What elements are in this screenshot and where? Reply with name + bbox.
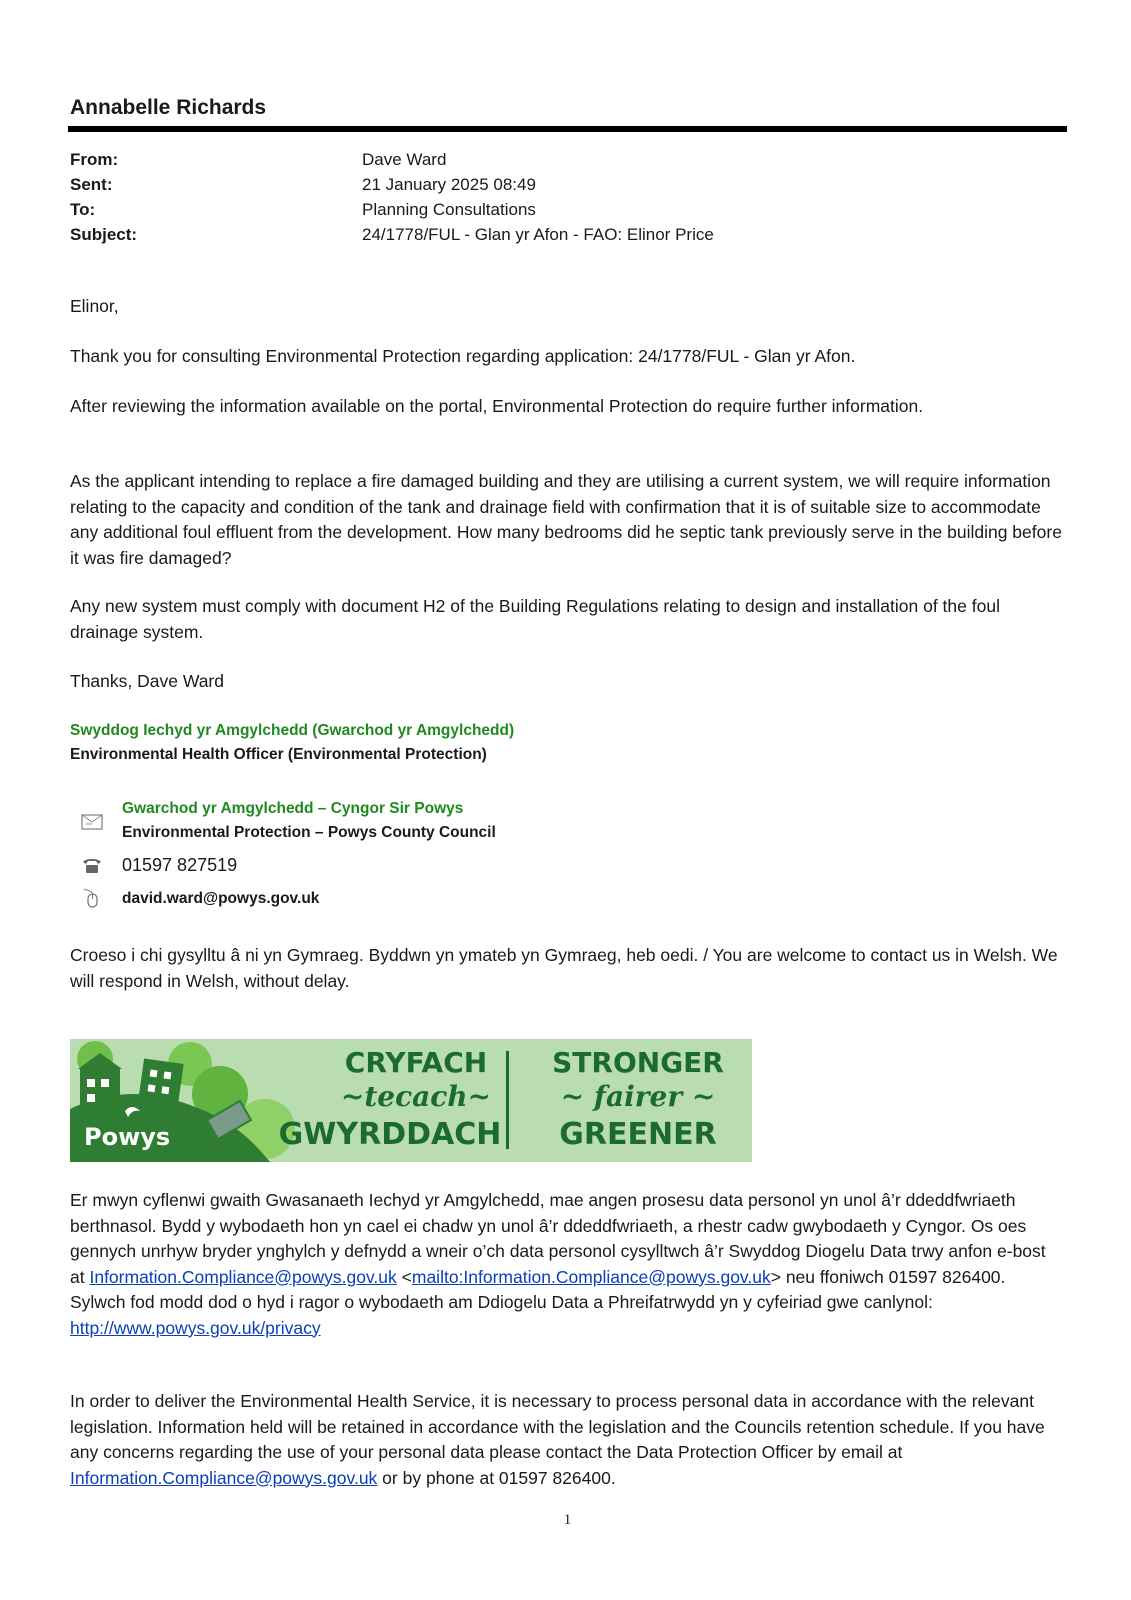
body-paragraph-1: Thank you for consulting Environmental Protection regarding application: 24/1778/FUL - Glan yr Afon. (70, 346, 856, 366)
from-value: Dave Ward (362, 150, 447, 169)
org-english: Environmental Protection – Powys County Council (122, 824, 496, 841)
envelope-icon (80, 810, 104, 834)
role-welsh: Swyddog Iechyd yr Amgylchedd (Gwarchod yr Amgylchedd) (70, 722, 515, 739)
sent-label: Sent: (70, 175, 113, 194)
body-paragraph-3: As the applicant intending to replace a fire damaged building and they are utilising a current system, we will require information relating to the capacity and condition of the tank and drainage field with confirmation that it is of suitable size to accommodate any additional foul effluent from the development. How many bedrooms did he septic tank previously serve in the building before it was fire damaged? (70, 471, 1062, 568)
privacy-english-text-1: In order to deliver the Environmental Health Service, it is necessary to process personal data in accordance with the relevant legislation. Information held will be retained in accordance with the legislation and the Councils retention schedule. If you have any concerns regarding the use of your personal data please contact the Data Protection Officer by email at (70, 1391, 1045, 1462)
powys-banner (70, 1039, 752, 1162)
greeting: Elinor, (70, 296, 119, 316)
language-notice: Croeso i chi gysylltu â ni yn Gymraeg. Byddwn yn ymateb yn Gymraeg, heb oedi. / You are welcome to contact us in Welsh. We will respond in Welsh, without delay. (70, 945, 1058, 991)
privacy-welsh (70, 1188, 1065, 1341)
compliance-email-link[interactable]: Information.Compliance@powys.gov.uk (89, 1266, 397, 1287)
subject-value: 24/1778/FUL - Glan yr Afon - FAO: Elinor Price (362, 225, 714, 244)
email-page (70, 0, 1065, 1600)
banner-english-3: GREENER (559, 1117, 717, 1152)
compliance-mailto-link[interactable]: mailto:Information.Compliance@powys.gov.uk (411, 1266, 771, 1287)
subject-label: Subject: (70, 225, 138, 244)
mouse-icon (80, 886, 104, 910)
to-value: Planning Consultations (362, 200, 536, 219)
privacy-welsh-text-2: < (396, 1266, 412, 1287)
phone-number: 01597 827519 (122, 855, 238, 875)
banner-english-2: ~ fairer ~ (560, 1080, 716, 1113)
body-paragraph-4: Any new system must comply with document H2 of the Building Regulations relating to design and installation of the foul drainage system. (70, 596, 1000, 642)
banner-divider (506, 1051, 509, 1149)
banner-welsh-1: CRYFACH (344, 1046, 488, 1079)
compliance-email-link-english[interactable]: Information.Compliance@powys.gov.uk (70, 1467, 378, 1488)
from-label: From: (70, 150, 119, 169)
privacy-english-text-2: or by phone at 01597 826400. (377, 1467, 616, 1488)
privacy-welsh-text-1: Er mwyn cyflenwi gwaith Gwasanaeth Iechyd yr Amgylchedd, mae angen prosesu data personol yn unol â’r ddeddfwriaeth berthnasol. Bydd y wybodaeth hon yn cael ei chadw yn unol â’r ddeddfwriaeth, a rhestr cadw gwybodaeth y Cyngor. Os oes gennych unrhyw bryder ynghylch y defnydd a wneir o’ch data personol cysylltwch â’r Swyddog Diogelu Data trwy anfon e-bost at (70, 1190, 1046, 1287)
banner-welsh-3: GWYRDDACH (278, 1117, 502, 1152)
signoff: Thanks, Dave Ward (70, 671, 224, 691)
powys-logo-text: Powys (84, 1123, 171, 1151)
role-english: Environmental Health Officer (Environmental Protection) (70, 746, 487, 763)
banner-welsh-2: ~tecach~ (340, 1080, 492, 1113)
title-rule (68, 126, 1067, 132)
phone-icon (80, 853, 104, 877)
banner-english-1: STRONGER (552, 1046, 724, 1079)
page-number: 1 (563, 1512, 572, 1528)
privacy-url-link[interactable]: http://www.powys.gov.uk/privacy (70, 1317, 321, 1338)
org-welsh: Gwarchod yr Amgylchedd – Cyngor Sir Powys (122, 800, 464, 817)
to-label: To: (70, 200, 96, 219)
document-title: Annabelle Richards (70, 96, 267, 119)
sent-value: 21 January 2025 08:49 (362, 175, 536, 194)
privacy-welsh-text-3: > neu ffoniwch 01597 826400. Sylwch fod modd dod o hyd i ragor o wybodaeth am Ddiogelu Data a Phreifatrwydd yn y cyfeiriad gwe canlynol: (70, 1266, 1006, 1312)
body-paragraph-2: After reviewing the information available on the portal, Environmental Protection do require further information. (70, 396, 924, 416)
privacy-english (70, 1389, 1065, 1491)
email-address[interactable]: david.ward@powys.gov.uk (122, 890, 320, 907)
